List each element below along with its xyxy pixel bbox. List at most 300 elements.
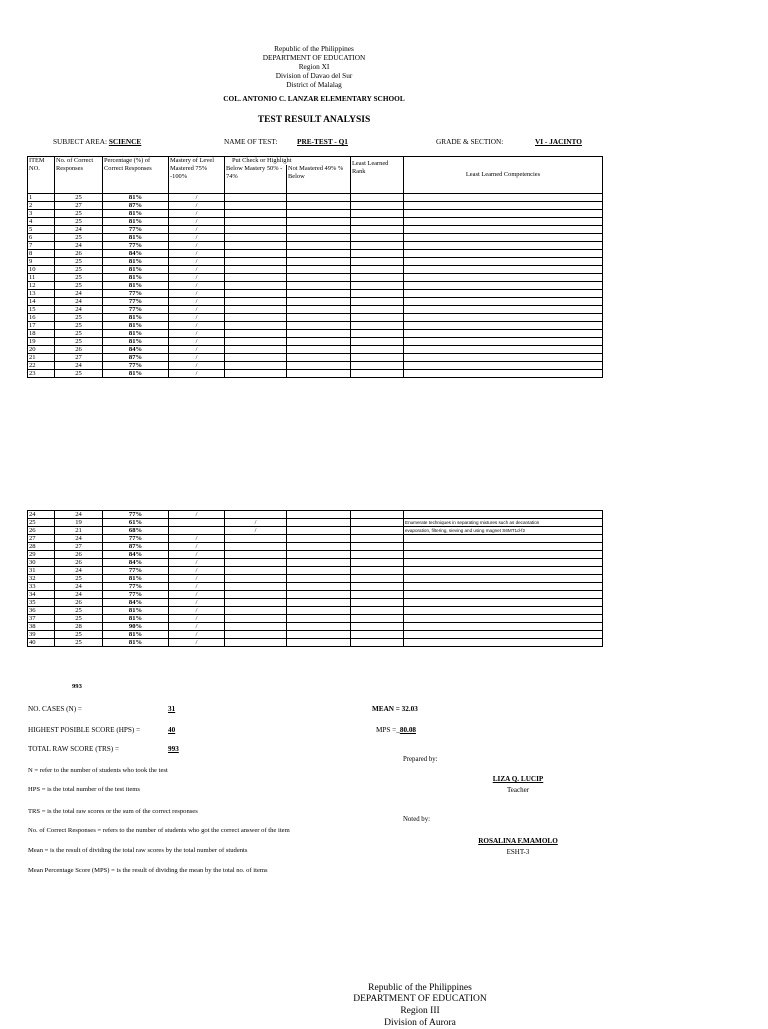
not-mastered-mark [287,218,351,226]
document-title: TEST RESULT ANALYSIS [257,115,371,125]
least-learned-rank [351,322,404,330]
table-row [28,559,603,567]
percentage: 87% [103,543,169,551]
header-department: DEPARTMENT OF EDUCATION [262,53,366,62]
table-row [28,282,603,290]
below-mastery-mark [225,290,287,298]
least-learned-rank [351,575,404,583]
total-correct: 993 [72,683,82,690]
not-mastered-mark [287,591,351,599]
correct-count: 25 [55,282,103,290]
mean-value: MEAN = 32.03 [372,705,418,713]
percentage: 81% [103,210,169,218]
header-region: Region XI [298,62,330,71]
test-name [297,137,348,146]
below-mastery-mark: / [225,519,287,527]
competency [404,535,603,543]
item-number: 15 [28,306,55,314]
item-number: 36 [28,607,55,615]
item-number: 29 [28,551,55,559]
item-number: 24 [28,511,55,519]
mps-value: 80.08 [399,726,417,734]
not-mastered-mark [287,306,351,314]
item-number: 34 [28,591,55,599]
below-mastery-mark [225,298,287,306]
mastered-mark: / [169,370,225,378]
mastered-mark: / [169,194,225,202]
below-mastery-mark [225,639,287,647]
below-mastery-mark [225,330,287,338]
mastered-mark: / [169,314,225,322]
least-learned-rank [351,591,404,599]
correct-count: 25 [55,631,103,639]
correct-count: 25 [55,258,103,266]
competency [404,234,603,242]
col-mastered: Mastered 75% -100% [169,157,225,194]
below-mastery-mark [225,306,287,314]
least-learned-rank [351,274,404,282]
cases-label: NO. CASES (N) = [28,705,82,713]
competency [404,226,603,234]
percentage: 81% [103,218,169,226]
percentage: 81% [103,234,169,242]
trs [168,745,179,753]
competency [404,559,603,567]
item-number: 33 [28,583,55,591]
below-mastery-mark [225,543,287,551]
below-mastery-mark [225,575,287,583]
correct-count: 24 [55,306,103,314]
percentage: 77% [103,567,169,575]
next-page-republic: Republic of the Philippines [368,983,472,993]
item-number: 14 [28,298,55,306]
not-mastered-mark [287,511,351,519]
mastered-mark: / [169,567,225,575]
mastered-mark: / [169,559,225,567]
correct-count: 27 [55,354,103,362]
competency: evaporation, filtering, sieving and using magnet S6MT1d-f2 [404,527,603,535]
percentage: 81% [103,314,169,322]
least-learned-rank [351,266,404,274]
below-mastery-mark [225,234,287,242]
not-mastered-mark [287,322,351,330]
percentage: 77% [103,362,169,370]
table-row [28,575,603,583]
note-mps: Mean Percentage Score (MPS) = is the result of dividing the mean by the total no. of items [28,867,268,874]
item-number: 22 [28,362,55,370]
least-learned-rank [351,194,404,202]
item-number: 20 [28,346,55,354]
not-mastered-mark [287,599,351,607]
competency [404,370,603,378]
correct-count: 21 [55,527,103,535]
not-mastered-mark [287,567,351,575]
item-number: 9 [28,258,55,266]
least-learned-rank [351,615,404,623]
percentage: 77% [103,583,169,591]
correct-count: 26 [55,346,103,354]
item-number: 4 [28,218,55,226]
least-learned-rank [351,226,404,234]
least-learned-rank [351,210,404,218]
competency [404,362,603,370]
competency [404,639,603,647]
col-correct-responses: No. of Correct Responses [55,157,103,194]
test-name-label: NAME OF TEST: [224,137,278,146]
least-learned-rank [351,639,404,647]
item-number: 39 [28,631,55,639]
table-row [28,314,603,322]
correct-count: 24 [55,362,103,370]
below-mastery-mark [225,242,287,250]
note-n: N = refer to the number of students who took the test [28,767,168,774]
least-learned-rank [351,599,404,607]
competency [404,354,603,362]
item-number: 8 [28,250,55,258]
below-mastery-mark [225,623,287,631]
table-row [28,583,603,591]
not-mastered-mark [287,559,351,567]
competency [404,274,603,282]
mastered-mark: / [169,591,225,599]
note-hps: HPS = is the total number of the test items [28,786,140,793]
prepared-by-label: Prepared by: [403,756,438,763]
next-page-department: DEPARTMENT OF EDUCATION [353,994,487,1004]
below-mastery-mark [225,346,287,354]
below-mastery-mark [225,338,287,346]
mastered-mark: / [169,631,225,639]
competency [404,330,603,338]
mastered-mark: / [169,354,225,362]
percentage: 87% [103,202,169,210]
hps-label: HIGHEST POSIBLE SCORE (HPS) = [28,726,141,734]
percentage: 81% [103,575,169,583]
cases [168,705,175,713]
table-row [28,551,603,559]
not-mastered-mark [287,535,351,543]
competency [404,218,603,226]
competency [404,511,603,519]
least-learned-rank [351,218,404,226]
not-mastered-mark [287,210,351,218]
competency [404,338,603,346]
not-mastered-mark [287,583,351,591]
item-number: 17 [28,322,55,330]
mastered-mark: / [169,615,225,623]
below-mastery-mark [225,599,287,607]
least-learned-rank [351,234,404,242]
mastered-mark: / [169,575,225,583]
item-number: 3 [28,210,55,218]
below-mastery-mark [225,511,287,519]
percentage: 81% [103,607,169,615]
competency [404,631,603,639]
correct-count: 27 [55,202,103,210]
subject-area [53,137,141,146]
least-learned-rank [351,607,404,615]
mps-label: MPS =_ [376,726,400,734]
below-mastery-mark [225,282,287,290]
below-mastery-mark [225,322,287,330]
below-mastery-mark [225,250,287,258]
correct-count: 25 [55,218,103,226]
note-correct-responses: No. of Correct Responses = refers to the number of students who got the correct answer of the item [28,827,290,834]
percentage: 84% [103,559,169,567]
mastered-mark: / [169,330,225,338]
competency [404,623,603,631]
header-republic: Republic of the Philippines [274,44,354,53]
competency [404,314,603,322]
not-mastered-mark [287,242,351,250]
item-number: 1 [28,194,55,202]
competency [404,210,603,218]
table-row [28,599,603,607]
not-mastered-mark [287,527,351,535]
table-row [28,202,603,210]
col-least-learned-rank: Least Learned Rank [351,157,404,194]
mastered-mark: / [169,202,225,210]
note-mean: Mean = is the result of dividing the total raw scores by the total number of students [28,847,248,854]
item-number: 11 [28,274,55,282]
hps-value: 40 [168,726,176,734]
least-learned-rank [351,258,404,266]
result-table-part2 [27,510,603,647]
mastered-mark: / [169,346,225,354]
below-mastery-mark [225,362,287,370]
table-row [28,535,603,543]
table-row [28,631,603,639]
competency [404,306,603,314]
least-learned-rank [351,306,404,314]
mastered-mark: / [169,599,225,607]
least-learned-rank [351,567,404,575]
table-row [28,234,603,242]
not-mastered-mark [287,314,351,322]
below-mastery-mark [225,218,287,226]
least-learned-rank [351,631,404,639]
table-row [28,591,603,599]
percentage: 81% [103,615,169,623]
competency [404,290,603,298]
percentage: 77% [103,511,169,519]
not-mastered-mark [287,258,351,266]
mastered-mark: / [169,511,225,519]
not-mastered-mark [287,290,351,298]
competency [404,599,603,607]
percentage: 81% [103,338,169,346]
table-row [28,370,603,378]
not-mastered-mark [287,346,351,354]
below-mastery-mark [225,314,287,322]
table-header-row [28,157,603,194]
least-learned-rank [351,551,404,559]
competency [404,282,603,290]
competency [404,567,603,575]
mastered-mark: / [169,218,225,226]
percentage: 77% [103,290,169,298]
percentage: 77% [103,242,169,250]
mastered-mark: / [169,338,225,346]
not-mastered-mark [287,639,351,647]
below-mastery-mark [225,194,287,202]
least-learned-rank [351,202,404,210]
least-learned-rank [351,354,404,362]
noted-by-label: Noted by: [403,816,430,823]
percentage: 81% [103,330,169,338]
percentage: 81% [103,274,169,282]
mastered-mark: / [169,226,225,234]
percentage: 84% [103,599,169,607]
not-mastered-mark [287,615,351,623]
not-mastered-mark [287,370,351,378]
percentage: 81% [103,194,169,202]
least-learned-rank [351,583,404,591]
item-number: 19 [28,338,55,346]
correct-count: 24 [55,535,103,543]
competency [404,543,603,551]
correct-count: 25 [55,615,103,623]
below-mastery-mark [225,583,287,591]
correct-count: 25 [55,338,103,346]
not-mastered-mark [287,354,351,362]
table-row [28,354,603,362]
competency [404,551,603,559]
below-mastery-mark [225,354,287,362]
correct-count: 25 [55,607,103,615]
correct-count: 27 [55,543,103,551]
correct-count: 24 [55,242,103,250]
item-number: 25 [28,519,55,527]
competency [404,202,603,210]
test-name-value: PRE-TEST - Q1 [297,137,348,146]
not-mastered-mark [287,194,351,202]
table-row [28,519,603,527]
header-district: District of Malalag [286,80,342,89]
competency [404,575,603,583]
item-number: 32 [28,575,55,583]
least-learned-rank [351,519,404,527]
competency [404,322,603,330]
mastered-mark [169,519,225,527]
least-learned-rank [351,298,404,306]
not-mastered-mark [287,266,351,274]
mastered-mark: / [169,543,225,551]
header-division: Division of Davao del Sur [275,71,353,80]
grade-section-value: VI - JACINTO [535,137,582,146]
correct-count: 25 [55,234,103,242]
cases-value: 31 [168,705,176,713]
trs-label: TOTAL RAW SCORE (TRS) = [28,745,120,753]
item-number: 31 [28,567,55,575]
correct-count: 19 [55,519,103,527]
trs-value: 993 [168,745,179,753]
mastered-mark: / [169,258,225,266]
least-learned-rank [351,338,404,346]
item-number: 27 [28,535,55,543]
below-mastery-mark [225,631,287,639]
least-learned-rank [351,330,404,338]
mastered-mark: / [169,274,225,282]
table-row [28,639,603,647]
grade-section [535,137,582,146]
col-not-mastered: Not Mastered 49% % Below [287,157,351,194]
least-learned-rank [351,511,404,519]
table-row [28,306,603,314]
mastered-mark: / [169,535,225,543]
correct-count: 24 [55,290,103,298]
not-mastered-mark [287,575,351,583]
mastered-mark: / [169,583,225,591]
item-number: 5 [28,226,55,234]
correct-count: 25 [55,322,103,330]
mastered-mark: / [169,290,225,298]
percentage: 77% [103,306,169,314]
item-number: 28 [28,543,55,551]
not-mastered-mark [287,250,351,258]
header-school: COL. ANTONIO C. LANZAR ELEMENTARY SCHOOL [223,94,405,103]
below-mastery-mark [225,258,287,266]
table-row [28,362,603,370]
least-learned-rank [351,543,404,551]
not-mastered-mark [287,234,351,242]
percentage: 87% [103,354,169,362]
correct-count: 25 [55,370,103,378]
not-mastered-mark [287,623,351,631]
least-learned-rank [351,346,404,354]
percentage: 68% [103,527,169,535]
below-mastery-mark [225,535,287,543]
mastered-mark [169,527,225,535]
mastered-mark: / [169,362,225,370]
mastered-mark: / [169,306,225,314]
table-row [28,266,603,274]
not-mastered-mark [287,202,351,210]
item-number: 13 [28,290,55,298]
table-row [28,346,603,354]
mastered-mark: / [169,250,225,258]
hps [168,726,175,734]
least-learned-rank [351,370,404,378]
not-mastered-mark [287,631,351,639]
below-mastery-mark [225,607,287,615]
item-number: 37 [28,615,55,623]
percentage: 81% [103,258,169,266]
below-mastery-mark [225,266,287,274]
below-mastery-mark [225,615,287,623]
competency [404,607,603,615]
mps [376,726,416,734]
least-learned-rank [351,290,404,298]
item-number: 16 [28,314,55,322]
mastered-mark: / [169,266,225,274]
below-mastery-mark [225,567,287,575]
correct-count: 28 [55,623,103,631]
table-row [28,298,603,306]
result-table-part1 [27,156,603,378]
correct-count: 25 [55,210,103,218]
item-number: 35 [28,599,55,607]
not-mastered-mark [287,362,351,370]
percentage: 90% [103,623,169,631]
item-number: 21 [28,354,55,362]
item-number: 30 [28,559,55,567]
mastered-mark: / [169,234,225,242]
correct-count: 25 [55,194,103,202]
table-row [28,274,603,282]
table-row [28,543,603,551]
next-page-division: Division of Aurora [384,1018,456,1028]
not-mastered-mark [287,543,351,551]
